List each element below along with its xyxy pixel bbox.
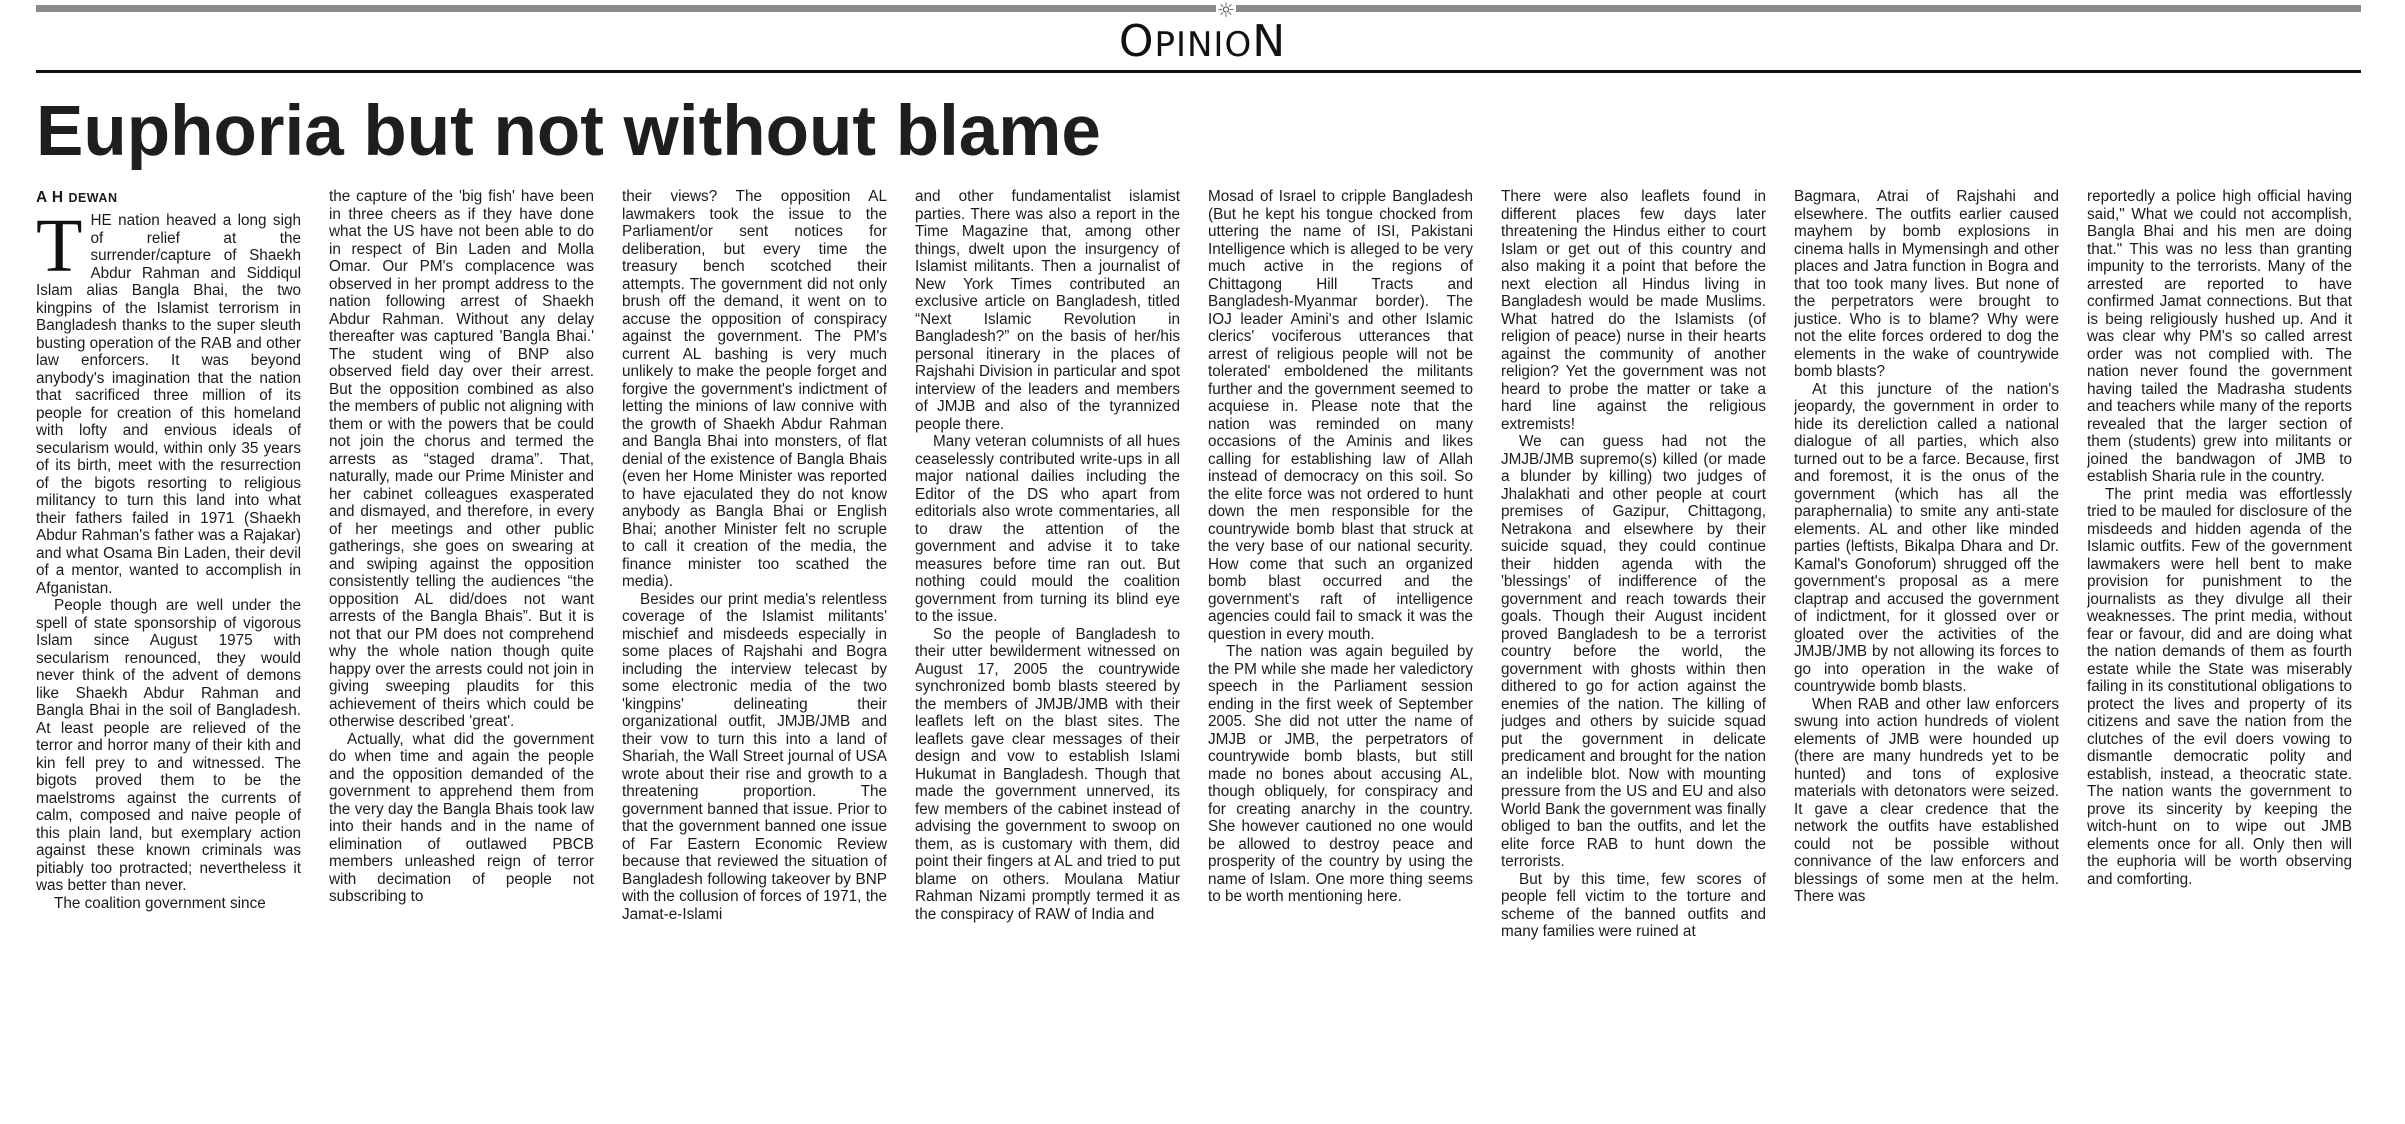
- article-paragraph: Besides our print media's relentless coverage of the Islamist militants' mischief and misdeeds especially in some places of Rajshahi and Bogra including the interview telecast by some electronic media of the two 'kingpins' delineating their organizational outfit, JMJB/JMB and their vow to turn this into a land of Shariah, the Wall Street journal of USA wrote about their rise and growth to a threatening proportion. The government banned that issue. Prior to that the government banned one issue of Far Eastern Economic Review because that reviewed the situation of Bangladesh following takeover by BNP with the collusion of forces of 1971, the Jamat-e-Islami: [622, 590, 887, 923]
- article-paragraph: Mosad of Israel to cripple Bangladesh (But he kept his tongue chocked from uttering the name of ISI, Pakistani Intelligence which is alleged to be very much active in the regions of Chittagong Hill Tracts and Bangladesh-Myanmar border). The IOJ leader Amini's and other Islamic clerics' vociferous utterances that arrest of religious people will not be tolerated' emboldened the militants further and the government seemed to acquiese in. Please note that the nation was reminded on many occasions of the Aminis and likes calling for establishing law of Allah instead of democracy on this soil. So the elite force was not ordered to hunt down the men responsible for the countrywide bomb blast that struck at the very base of our national security. How come that such an organized bomb blast occurred and the government's raft of intelligence agencies could fail to smack it was the question in every mouth.: [1208, 188, 1473, 643]
- article-paragraph: The coalition government since: [54, 894, 266, 912]
- section-rule: [36, 70, 2361, 73]
- article-paragraph: [36, 204, 301, 597]
- article-paragraph: People though are well under the spell of state sponsorship of vigorous Islam since August 1975 with secularism renounced, they would never think of the advent of demons like Shaekh Abdur Rahman and Bangla Bhai in the soil of Bangladesh. At least people are relieved of the terror and horror many of their kith and kin fell prey to and witnessed. The bigots proved them to be the maelstroms against the currents of calm, composed and naive people of this plain land, but exemplary action against these known criminals was pitiably too protracted; nevertheless it was better than never.: [36, 597, 301, 894]
- article-column-3: [622, 188, 887, 1043]
- article-paragraph: We can guess had not the JMJB/JMB supremo(s) killed (or made a blunder by killing) two judges of Jhalakhati and other people at court premises of Gazipur, Chittagong, Netrakona and elsewhere by their suicide squad, they could continue their hidden agenda with the 'blessings' of indifference of the government and reach towards their goals. Though their August incident proved Bangladesh to be a terrorist country before the world, the government with ghosts within then dithered to go for action against the enemies of the nation. The killing of judges and others by suicide squad put the government in delicate predicament and brought for the nation an indelible blot. Now with mounting pressure from the US and EU and also World Bank the government was finally obliged to ban the outfits, and let the elite force RAB to hunt down the terrorists.: [1501, 433, 1766, 870]
- article-paragraph: reportedly a police high official having said," What we could not accomplish, Bangla Bhai and his men are doing that." This was no less than granting impunity to the terrorists. Many of the arrested are reported to have confirmed Jamat connections. But that is being religiously hushed up. And it was clear why PM's so called arrest order was not complied with. The nation never found the government having tailed the Madrasha students and teachers while many of the reports revealed that the larger section of them (students) grew into militants or joined the bandwagon of JMB to establish Sharia rule in the country.: [2087, 188, 2352, 485]
- article-paragraph: The print media was effortlessly tried to be mauled for disclosure of the misdeeds and hidden agenda of the Islamic outfits. Few of the government lawmakers were hell bent to make provision for punishment to the journalists as they divulge all their weaknesses. The print media, without fear or favour, did and are doing what the nation demands of them as fourth estate while the State was miserably failing in its constitutional obligations to protect the lives and property of its citizens and save the nation from the clutches of the evil doers vowing to dismantle democratic polity and establish, instead, a theocratic state. The nation wants the government to prove its sincerity by keeping the witch-hunt on to wipe out JMB elements once for all. Only then will the euphoria will be worth observing and comforting.: [2087, 485, 2352, 888]
- article-paragraph-text: HE nation heaved a long sigh of relief at the surrender/capture of Shaekh Abdur Rahman and Siddiqul Islam alias Bangla Bhai, the two kingpins of the Islamist terrorism in Bangladesh thanks to the super sleuth busting operation of the RAB and other law enforcers. It was beyond anybody's imagination that the nation that sacrificed three million of its people for creation of this homeland with lofty and envious ideals of secularism would, within only 35 years of its birth, meet with the resurrection of the bigots resorting to religious militancy to turn this land into what their fathers failed in 1971 (Shaekh Abdur Rahman's father was a Rajakar) and what Osama Bin Laden, their devil of a mentor, wanted to accomplish in Afganistan.: [36, 212, 301, 597]
- article-paragraph: Many veteran columnists of all hues ceaselessly contributed write-ups in all major national dailies including the Editor of the DS who apart from editorials also wrote commentaries, all to draw the attention of the government and advise it to take measures before time ran out. But nothing could mould the coalition government from turning its blind eye to the issue.: [915, 433, 1180, 625]
- article-paragraph: the capture of the 'big fish' have been in three cheers as if they have done what the US have not been able to do in respect of Bin Laden and Molla Omar. Our PM's complacence was observed in her prompt address to the nation following arrest of Shaekh Abdur Rahman. Without any delay thereafter was captured 'Bangla Bhai.' The student wing of BNP also observed field day over their arrest. But the opposition combined as also the members of public not aligning with them or with the powers that be could not join the chorus and termed the arrests as “staged drama”. That, naturally, made our Prime Minister and her cabinet colleagues exasperated and dismayed, and therefore, in every of her meetings and other public gatherings, she goes on swearing at and swiping against the opposition consistently telling the audiences “the opposition AL did/does not want arrests of the Bangla Bhais”. But it is not that our PM does not comprehend why the whole nation though quite happy over the arrests could not join in giving sweeping plaudits for this achievement of theirs which could be otherwise described 'great'.: [329, 188, 594, 730]
- article-paragraph: There were also leaflets found in different places few days later threatening the Hindus either to court Islam or get out of this country and also making it a point that before the next election all Hindus living in Bangladesh would be made Muslims. What hatred do the Islamists (of religion of peace) nurse in their hearts against the community of another religion? Yet the government was not heard to probe the matter or take a hard line against the religious extremists!: [1501, 188, 1766, 433]
- byline: A H DEWAN: [36, 189, 118, 206]
- headline: Euphoria but not without blame: [36, 92, 1101, 171]
- article-column-5: [1208, 188, 1473, 1043]
- sun-ornament-icon: ☼: [1217, 0, 1235, 22]
- article-column-2: [329, 188, 594, 1043]
- article-paragraph: When RAB and other law enforcers swung into action hundreds of violent elements of JMB were hounded up (there are many hundreds yet to be hunted) and tons of explosive materials with detonators were seized. It gave a clear credence that the network the outfits have established could not be possible without connivance of the law enforcers and blessings of some men at the helm. There was: [1794, 695, 2059, 905]
- article-column-4: [915, 188, 1180, 1043]
- article-column-8: [2087, 188, 2352, 1043]
- article-column-7: [1794, 188, 2059, 1043]
- drop-cap: T: [36, 204, 83, 288]
- article-column-6: [1501, 188, 1766, 1043]
- article-paragraph: and other fundamentalist islamist parties. There was also a report in the Time Magazine that, among other things, dwelt upon the insurgency of Islamist militants. Then a journalist of New York Times contributed an exclusive article on Bangladesh, titled “Next Islamic Revolution in Bangladesh?” on the basis of her/his personal itinerary in the places of Rajshahi Division in particular and spot interview of the leaders and members of JMJB and also of the tyrannized people there.: [915, 188, 1180, 433]
- article-paragraph: The nation was again beguiled by the PM while she made her valedictory speech in the Parliament session ending in the first week of September 2005. She did not utter the name of JMJB or JMB, the perpetrators of countrywide bomb blasts, but still made no bones about accusing AL, though obliquely, for conspiracy and for creating anarchy in the country. She however cautioned no one would be allowed to destroy peace and prosperity of the country by using the name of Islam. One more thing seems to be worth mentioning here.: [1208, 643, 1473, 905]
- article-column-1: [36, 188, 301, 1043]
- section-label: OPINION: [1118, 16, 1287, 67]
- article-paragraph: their views? The opposition AL lawmakers took the issue to the Parliament/or sent notices for deliberation, but every time the treasury bench scotched their attempts. The government did not only brush off the demand, it went on to accuse the opposition of conspiracy against the government. The PM's current AL bashing is very much unlikely to make the people forget and forgive the government's indictment of letting the minions of law connive with the growth of Shaekh Abdur Rahman and Bangla Bhai into monsters, of flat denial of the existence of Bangla Bhais (even her Home Minister was reported to have ejaculated they do not know anybody as Bangla Bhai or English Bhai; another Minister felt no scruple to call it creation of the media, the finance minister too scathed the media).: [622, 188, 887, 590]
- article-paragraph: At this juncture of the nation's jeopardy, the government in order to hide its dereliction called a national dialogue of all parties, which also turned out to be a farce. Because, first and foremost, it is the onus of the government (which has all the paraphernalia) to smite any anti-state elements. AL and other like minded parties (leftists, Bikalpa Dhara and Dr. Kamal's Gonoforum) shrugged off the government's proposal as a mere claptrap and accused the government of indictment, for it glossed over or gloated over the activities of the JMJB/JMB by not allowing its forces to go into operation in the wake of countrywide bomb blasts.: [1794, 380, 2059, 695]
- top-rule: [36, 5, 2361, 12]
- article-paragraph: But by this time, few scores of people fell victim to the torture and scheme of the banned outfits and many families were ruined at: [1501, 870, 1766, 940]
- article-paragraph: So the people of Bangladesh to their utter bewilderment witnessed on August 17, 2005 the countrywide synchronized bomb blasts steered by the members of JMJB/JMB with their leaflets left on the blast sites. The leaflets gave clear messages of their design and vow to establish Islami Hukumat in Bangladesh. Though that made the government unnerved, its few members of the cabinet instead of advising the government to swoop on them, as is customary with them, did point their fingers at AL and tried to put blame on others. Moulana Matiur Rahman Nizami promptly termed it as the conspiracy of RAW of India and: [915, 625, 1180, 923]
- article-paragraph: Actually, what did the government do when time and again the people and the opposition demanded of the government to apprehend them from the very day the Bangla Bhais took law into their hands and in the name of elimination of outlawed PBCB members unleashed reign of terror with decimation of people not subscribing to: [329, 730, 594, 905]
- article-body: [36, 188, 2361, 1043]
- article-paragraph: Bagmara, Atrai of Rajshahi and elsewhere. The outfits earlier caused mayhem by bomb explosions in cinema halls in Mymensingh and other places and Jatra function in Bogra and that too took many lives. But none of the perpetrators were brought to justice. Who is to blame? Why were not the elite forces ordered to dog the elements in the wake of countrywide bomb blasts?: [1794, 188, 2059, 380]
